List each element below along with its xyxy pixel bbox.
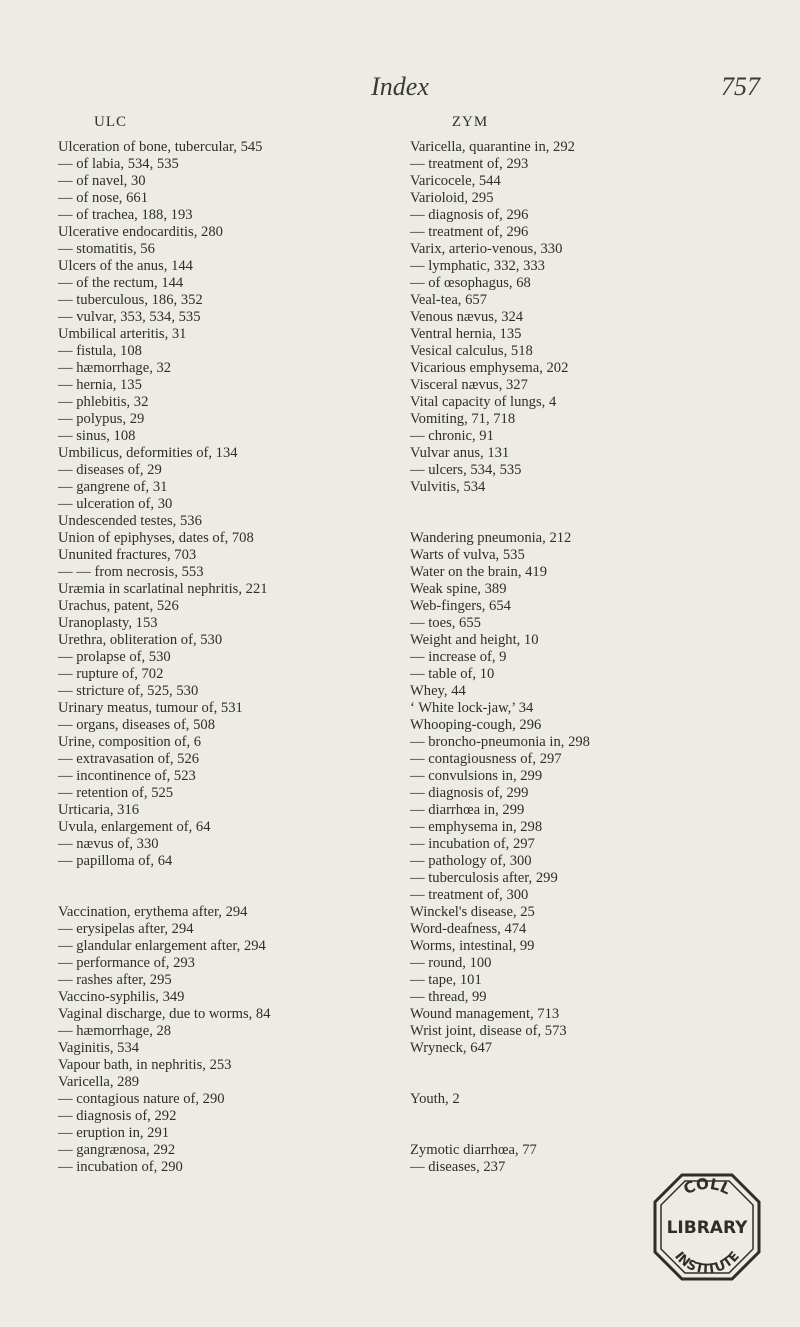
index-entry: Vaccino-syphilis, 349 [58,989,185,1005]
index-entry: Varicella, 289 [58,1074,140,1090]
letter-group [410,530,760,1057]
index-entry: — hernia, 135 [58,377,142,393]
index-entry: Wound management, 713 [410,1006,560,1022]
index-entry: Visceral nævus, 327 [410,377,528,393]
index-entry: — performance of, 293 [58,955,195,971]
index-entry: Vomiting, 71, 718 [410,411,516,427]
index-entry: Union of epiphyses, dates of, 708 [58,530,254,546]
index-entry: Ununited fractures, 703 [58,547,197,563]
index-entry: Undescended testes, 536 [58,513,202,529]
index-entry: Word-deafness, 474 [410,921,527,937]
group-gap [410,1057,760,1091]
index-entry: — gangrænosa, 292 [58,1142,176,1158]
index-entry: — of trachea, 188, 193 [58,207,193,223]
index-column-right [410,114,760,1176]
index-entry: — hæmorrhage, 28 [58,1023,172,1039]
index-entry: Veal-tea, 657 [410,292,487,308]
stamp-top-text: COLL [680,1174,734,1199]
index-entry: — diagnosis of, 299 [410,785,529,801]
index-entry: Vital capacity of lungs, 4 [410,394,557,410]
index-entry: — of labia, 534, 535 [58,156,179,172]
index-entry: — toes, 655 [410,615,481,631]
index-entry: Vapour bath, in nephritis, 253 [58,1057,232,1073]
index-entry: — rupture of, 702 [58,666,164,682]
letter-group [58,139,388,870]
letter-group [58,904,388,1176]
index-entry: Vulvar anus, 131 [410,445,510,461]
index-entry: Whey, 44 [410,683,466,699]
index-entry: Ventral hernia, 135 [410,326,522,342]
index-entry: — vulvar, 353, 534, 535 [58,309,201,325]
index-entry: — broncho-pneumonia in, 298 [410,734,590,750]
index-entry: — of nose, 661 [58,190,148,206]
group-gap [58,870,388,904]
entry-groups [58,139,388,1176]
column-heading: ZYM [451,114,489,130]
index-entry: Zymotic diarrhœa, 77 [410,1142,537,1158]
index-entry: — glandular enlargement after, 294 [58,938,266,954]
index-entry: Umbilicus, deformities of, 134 [58,445,238,461]
index-entry: — tape, 101 [410,972,482,988]
index-entry: Vulvitis, 534 [410,479,486,495]
index-entry: — emphysema in, 298 [410,819,543,835]
index-entry: Urticaria, 316 [58,802,140,818]
letter-group [410,1091,760,1108]
index-entry: — organs, diseases of, 508 [58,717,215,733]
index-entry: — papilloma of, 64 [58,853,173,869]
index-entry: Vaccination, erythema after, 294 [58,904,248,920]
index-entry: — tuberculosis after, 299 [410,870,558,886]
index-entry: Web-fingers, 654 [410,598,511,614]
index-entry: — thread, 99 [410,989,487,1005]
page-number: 757 [721,72,760,101]
index-entry: Varicella, quarantine in, 292 [410,139,575,155]
index-entry: — contagious nature of, 290 [58,1091,225,1107]
index-entry: — ulceration of, 30 [58,496,173,512]
index-entry: — treatment of, 296 [410,224,529,240]
index-entry: — of the rectum, 144 [58,275,184,291]
stamp-bottom-text: INSTITUTE [671,1249,743,1278]
index-entry: — extravasation of, 526 [58,751,200,767]
index-entry: Vicarious emphysema, 202 [410,360,569,376]
index-entry: — gangrene of, 31 [58,479,168,495]
index-entry: ‘ White lock-jaw,’ 34 [410,700,534,716]
index-entry: Vaginitis, 534 [58,1040,140,1056]
index-entry: — stricture of, 525, 530 [58,683,199,699]
index-entry: — polypus, 29 [58,411,145,427]
index-entry: Urine, composition of, 6 [58,734,202,750]
index-entry: — ulcers, 534, 535 [410,462,522,478]
index-entry: Wryneck, 647 [410,1040,493,1056]
index-entry: Vesical calculus, 518 [410,343,533,359]
index-entry: Winckel's disease, 25 [410,904,535,920]
entry-groups [410,139,760,1176]
index-entry: — diagnosis of, 292 [58,1108,177,1124]
index-entry: Uranoplasty, 153 [58,615,158,631]
index-entry: Uræmia in scarlatinal nephritis, 221 [58,581,268,597]
index-entry: — stomatitis, 56 [58,241,155,257]
index-entry: Urethra, obliteration of, 530 [58,632,223,648]
index-entry: Varicocele, 544 [410,173,501,189]
index-entry: Wandering pneumonia, 212 [410,530,572,546]
index-entry: — nævus of, 330 [58,836,159,852]
index-entry: — round, 100 [410,955,492,971]
index-entry: Urachus, patent, 526 [58,598,179,614]
index-entry: — erysipelas after, 294 [58,921,194,937]
index-entry: — of œsophagus, 68 [410,275,531,291]
index-entry: — retention of, 525 [58,785,174,801]
stamp-middle-text: LIBRARY [666,1218,748,1238]
index-entry: — diagnosis of, 296 [410,207,529,223]
index-entry: Umbilical arteritis, 31 [58,326,187,342]
index-entry: — sinus, 108 [58,428,136,444]
index-entry: Weight and height, 10 [410,632,539,648]
index-entry: — pathology of, 300 [410,853,532,869]
index-entry: — of navel, 30 [58,173,146,189]
index-entry: — rashes after, 295 [58,972,172,988]
index-entry: — convulsions in, 299 [410,768,543,784]
index-entry: — diarrhœa in, 299 [410,802,525,818]
index-entry: — table of, 10 [410,666,495,682]
index-entry: — chronic, 91 [410,428,494,444]
index-entry: — lymphatic, 332, 333 [410,258,545,274]
index-entry: Varix, arterio-venous, 330 [410,241,563,257]
index-entry: — incontinence of, 523 [58,768,196,784]
index-entry: — prolapse of, 530 [58,649,171,665]
index-entry: — treatment of, 300 [410,887,529,903]
index-entry: Warts of vulva, 535 [410,547,525,563]
index-column-left [58,114,388,1176]
index-entry: — incubation of, 297 [410,836,535,852]
index-entry: — diseases of, 29 [58,462,162,478]
index-entry: — phlebitis, 32 [58,394,149,410]
index-entry: Urinary meatus, tumour of, 531 [58,700,243,716]
index-entry: — tuberculous, 186, 352 [58,292,203,308]
group-gap [410,1108,760,1142]
group-gap [410,496,760,530]
index-entry: Varioloid, 295 [410,190,494,206]
library-stamp [647,1167,767,1287]
index-entry: Venous nævus, 324 [410,309,524,325]
index-entry: — contagiousness of, 297 [410,751,562,767]
page-header-title: Index [371,72,429,101]
index-entry: Vaginal discharge, due to worms, 84 [58,1006,271,1022]
index-entry: — eruption in, 291 [58,1125,170,1141]
index-entry: — diseases, 237 [410,1159,506,1175]
index-entry: Ulcerative endocarditis, 280 [58,224,223,240]
index-entry: Worms, intestinal, 99 [410,938,535,954]
index-entry: Uvula, enlargement of, 64 [58,819,211,835]
index-entry: — increase of, 9 [410,649,507,665]
index-entry: — hæmorrhage, 32 [58,360,172,376]
index-entry: Ulcers of the anus, 144 [58,258,193,274]
index-entry: — incubation of, 290 [58,1159,183,1175]
column-heading: ULC [94,114,127,130]
index-entry: — — from necrosis, 553 [58,564,204,580]
index-entry: Ulceration of bone, tubercular, 545 [58,139,263,155]
index-entry: — fistula, 108 [58,343,142,359]
index-entry: Water on the brain, 419 [410,564,548,580]
letter-group [410,139,760,496]
index-entry: — treatment of, 293 [410,156,529,172]
index-entry: Wrist joint, disease of, 573 [410,1023,567,1039]
index-entry: Youth, 2 [410,1091,460,1107]
index-entry: Whooping-cough, 296 [410,717,542,733]
index-entry: Weak spine, 389 [410,581,507,597]
